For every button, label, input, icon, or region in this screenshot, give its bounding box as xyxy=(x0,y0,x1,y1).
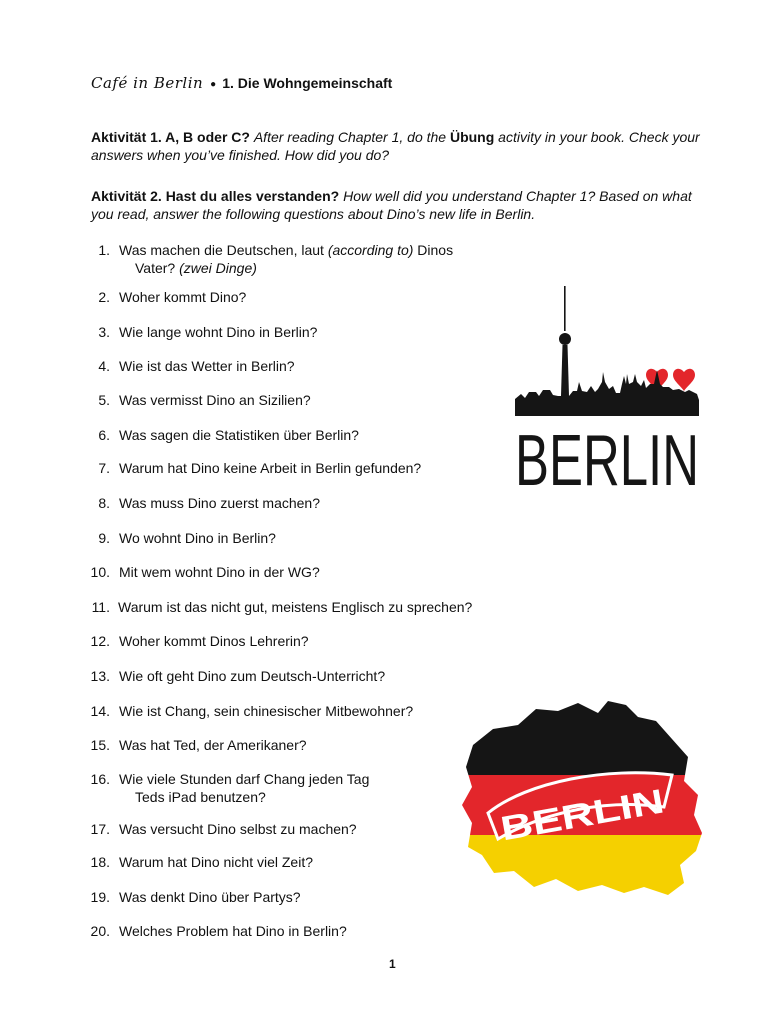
question-number: 6. xyxy=(98,427,110,443)
question-text-part: Vater? xyxy=(135,260,180,276)
question-number: 19. xyxy=(90,889,110,905)
berlin-map-image xyxy=(458,695,710,905)
question-text xyxy=(119,241,453,259)
activity-2 xyxy=(91,187,701,223)
question-number: 2. xyxy=(98,289,110,305)
series-title: Café in Berlin xyxy=(91,74,204,92)
question-number: 12. xyxy=(90,633,110,649)
question-number: 7. xyxy=(98,460,110,476)
activity-1-label: Aktivität 1. A, B oder C? xyxy=(91,129,250,145)
question-number: 1. xyxy=(98,242,110,258)
question-continuation xyxy=(135,259,257,277)
question-text: Mit wem wohnt Dino in der WG? xyxy=(119,564,320,580)
question-text: Was vermisst Dino an Sizilien? xyxy=(119,392,311,408)
question-number: 16. xyxy=(90,771,110,787)
question-number: 11. xyxy=(91,599,110,615)
activity-1-instr-part: After reading Chapter 1, do the xyxy=(253,129,450,145)
question-text: Woher kommt Dinos Lehrerin? xyxy=(119,633,309,649)
question-text: Was hat Ted, der Amerikaner? xyxy=(119,737,307,753)
heart-icon xyxy=(673,369,695,391)
activity-1-instr-part: activity in your book. Check your answers when you’ve finished. How did you do? xyxy=(91,129,700,163)
question-text: Was muss Dino zuerst machen? xyxy=(119,495,320,511)
question-number: 18. xyxy=(90,854,110,870)
question-number: 17. xyxy=(90,821,110,837)
activity-2-label: Aktivität 2. Hast du alles verstanden? xyxy=(91,188,340,204)
page-title xyxy=(91,74,392,94)
skyline-berlin-word: BERLIN xyxy=(515,421,699,501)
map-black-stripe xyxy=(458,695,710,775)
map-gold-stripe xyxy=(458,835,710,905)
map-berlin-word: BERLIN xyxy=(497,789,630,849)
question-text: Wie ist das Wetter in Berlin? xyxy=(119,358,295,374)
activity-1-instr-bold: Übung xyxy=(449,129,495,145)
question-number: 8. xyxy=(98,495,110,511)
question-number: 4. xyxy=(98,358,110,374)
question-text: Warum hat Dino keine Arbeit in Berlin gefunden? xyxy=(119,460,422,476)
question-text: Wie viele Stunden darf Chang jeden Tag xyxy=(119,771,370,787)
question-text-italic: (zwei Dinge) xyxy=(179,260,257,276)
question-number: 9. xyxy=(98,530,110,546)
activity-2-instructions: How well did you understand Chapter 1? Based on what you read, answer the following questions about Dino’s new life in Berlin. xyxy=(91,188,692,222)
question-number: 10. xyxy=(90,564,110,580)
question-number: 13. xyxy=(90,668,110,684)
berlin-skyline-image xyxy=(503,256,713,546)
tv-tower-sphere xyxy=(559,333,571,345)
page-number: 1 xyxy=(389,957,396,971)
question-text: Warum hat Dino nicht viel Zeit? xyxy=(119,854,313,870)
chapter-title: 1. Die Wohngemeinschaft xyxy=(222,75,393,91)
question-number: 5. xyxy=(98,392,110,408)
question-text: Wie oft geht Dino zum Deutsch-Unterricht? xyxy=(119,668,386,684)
question-number: 14. xyxy=(90,703,110,719)
question-text-part: Was machen die Deutschen, laut xyxy=(119,242,328,258)
question-text: Wie ist Chang, sein chinesischer Mitbewohner? xyxy=(119,703,414,719)
skyline-base xyxy=(517,403,699,416)
question-text-part: Dinos xyxy=(413,242,454,258)
question-number: 15. xyxy=(90,737,110,753)
question-text: Wie lange wohnt Dino in Berlin? xyxy=(119,324,318,340)
question-number: 3. xyxy=(98,324,110,340)
question-text: Was versucht Dino selbst zu machen? xyxy=(119,821,357,837)
question-text: Was denkt Dino über Partys? xyxy=(119,889,301,905)
tv-tower-shaft xyxy=(561,345,569,396)
tv-tower-antenna xyxy=(564,286,566,331)
activity-1 xyxy=(91,128,701,164)
question-text: Wo wohnt Dino in Berlin? xyxy=(119,530,276,546)
question-number: 20. xyxy=(90,923,110,939)
title-bullet-icon: ● xyxy=(210,79,217,90)
question-continuation: Teds iPad benutzen? xyxy=(135,789,266,805)
question-text: Was sagen die Statistiken über Berlin? xyxy=(119,427,359,443)
question-text-italic: (according to) xyxy=(327,242,414,258)
question-text: Welches Problem hat Dino in Berlin? xyxy=(119,923,347,939)
question-text: Warum ist das nicht gut, meistens Englisch zu sprechen? xyxy=(118,599,473,615)
question-text: Woher kommt Dino? xyxy=(119,289,247,305)
